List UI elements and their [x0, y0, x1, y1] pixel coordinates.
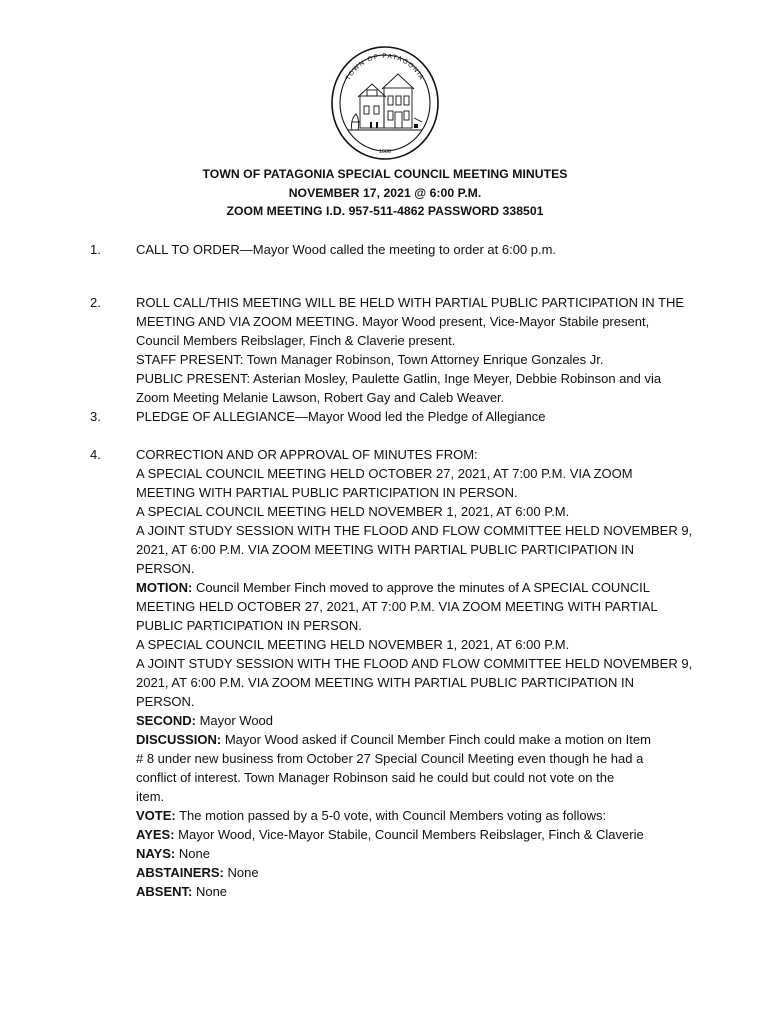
- item-4-line: 2021, AT 6:00 P.M. VIA ZOOM MEETING WITH PARTIAL PUBLIC PARTICIPATION IN: [136, 542, 634, 557]
- item-2-line: Council Members Reibslager, Finch & Claverie present.: [136, 333, 456, 348]
- item-2-number: 2.: [90, 295, 101, 310]
- document-header: [0, 165, 770, 221]
- item-1-text: CALL TO ORDER—Mayor Wood called the meeting to order at 6:00 p.m.: [136, 242, 557, 257]
- item-4-line: A SPECIAL COUNCIL MEETING HELD OCTOBER 27, 2021, AT 7:00 P.M. VIA ZOOM: [136, 466, 633, 481]
- svg-text:TOWN OF PATAGONIA: [345, 53, 426, 82]
- staff-present-line: STAFF PRESENT: Town Manager Robinson, Town Attorney Enrique Gonzales Jr.: [136, 352, 604, 367]
- ayes-line: [136, 825, 696, 844]
- discussion-continuation: # 8 under new business from October 27 Special Council Meeting even though he had a: [136, 751, 644, 766]
- item-2-line: ROLL CALL/THIS MEETING WILL BE HELD WITH PARTIAL PUBLIC PARTICIPATION IN THE: [136, 295, 685, 310]
- item-4-line: A SPECIAL COUNCIL MEETING HELD NOVEMBER 1, 2021, AT 6:00 P.M.: [136, 504, 570, 519]
- item-3-text: PLEDGE OF ALLEGIANCE—Mayor Wood led the Pledge of Allegiance: [136, 409, 546, 424]
- item-4-number: 4.: [90, 447, 101, 462]
- item-2-line: MEETING AND VIA ZOOM MEETING. Mayor Wood present, Vice-Mayor Stabile present,: [136, 314, 650, 329]
- discussion-continuation: conflict of interest. Town Manager Robinson said he could but could not vote on the: [136, 770, 615, 785]
- motion-continuation: A JOINT STUDY SESSION WITH THE FLOOD AND FLOW COMMITTEE HELD NOVEMBER 9,: [136, 656, 693, 671]
- discussion-label: DISCUSSION:: [136, 732, 222, 747]
- document-title: TOWN OF PATAGONIA SPECIAL COUNCIL MEETING MINUTES: [202, 167, 568, 181]
- abstainers-label: ABSTAINERS:: [136, 865, 224, 880]
- motion-line: [136, 578, 696, 597]
- zoom-meeting-info: ZOOM MEETING I.D. 957-511-4862 PASSWORD 338501: [226, 204, 544, 218]
- item-3-number: 3.: [90, 409, 101, 424]
- item-3-pledge: [136, 407, 696, 426]
- discussion-line: [136, 730, 696, 749]
- motion-continuation: 2021, AT 6:00 P.M. VIA ZOOM MEETING WITH PARTIAL PUBLIC PARTICIPATION IN: [136, 675, 634, 690]
- second-line: [136, 711, 696, 730]
- abstainers-line: [136, 863, 696, 882]
- absent-label: ABSENT:: [136, 884, 193, 899]
- item-4-minutes-approval: [136, 445, 696, 901]
- discussion-text: Mayor Wood asked if Council Member Finch could make a motion on Item: [221, 732, 651, 747]
- nays-label: NAYS:: [136, 846, 176, 861]
- ayes-label: AYES:: [136, 827, 175, 842]
- public-present-line: PUBLIC PRESENT: Asterian Mosley, Paulette Gatlin, Inge Meyer, Debbie Robinson and via: [136, 371, 662, 386]
- item-4-line: MEETING WITH PARTIAL PUBLIC PARTICIPATION IN PERSON.: [136, 485, 518, 500]
- item-2-roll-call: [136, 293, 696, 407]
- motion-continuation: A SPECIAL COUNCIL MEETING HELD NOVEMBER 1, 2021, AT 6:00 P.M.: [136, 637, 570, 652]
- meeting-date: NOVEMBER 17, 2021 @ 6:00 P.M.: [288, 185, 482, 200]
- absent-line: [136, 882, 696, 901]
- seal-graphic: [330, 44, 440, 162]
- motion-continuation: MEETING HELD OCTOBER 27, 2021, AT 7:00 P.M. VIA ZOOM MEETING WITH PARTIAL: [136, 599, 658, 614]
- seal-bottom-text: 1900: [378, 149, 392, 155]
- motion-continuation: PUBLIC PARTICIPATION IN PERSON.: [136, 618, 362, 633]
- item-1-number: 1.: [90, 242, 101, 257]
- item-2-line: Zoom Meeting Melanie Lawson, Robert Gay and Caleb Weaver.: [136, 390, 505, 405]
- item-4-line: PERSON.: [136, 561, 195, 576]
- nays-text: None: [175, 846, 210, 861]
- motion-text: Council Member Finch moved to approve the minutes of A SPECIAL COUNCIL: [192, 580, 650, 595]
- item-1-call-to-order: [136, 240, 696, 259]
- discussion-continuation: item.: [136, 789, 165, 804]
- motion-label: MOTION:: [136, 580, 193, 595]
- second-label: SECOND:: [136, 713, 196, 728]
- ayes-text: Mayor Wood, Vice-Mayor Stabile, Council Members Reibslager, Finch & Claverie: [174, 827, 644, 842]
- item-4-line: CORRECTION AND OR APPROVAL OF MINUTES FROM:: [136, 447, 478, 462]
- seal-top-text: TOWN OF PATAGONIA: [344, 52, 426, 82]
- vote-label: VOTE:: [136, 808, 176, 823]
- vote-line: [136, 806, 696, 825]
- absent-text: None: [192, 884, 228, 899]
- nays-line: [136, 844, 696, 863]
- vote-text: The motion passed by a 5-0 vote, with Council Members voting as follows:: [175, 808, 607, 823]
- item-4-line: A JOINT STUDY SESSION WITH THE FLOOD AND FLOW COMMITTEE HELD NOVEMBER 9,: [136, 523, 693, 538]
- abstainers-text: None: [223, 865, 259, 880]
- motion-continuation: PERSON.: [136, 694, 195, 709]
- town-seal-logo: [330, 44, 440, 162]
- second-text: Mayor Wood: [195, 713, 274, 728]
